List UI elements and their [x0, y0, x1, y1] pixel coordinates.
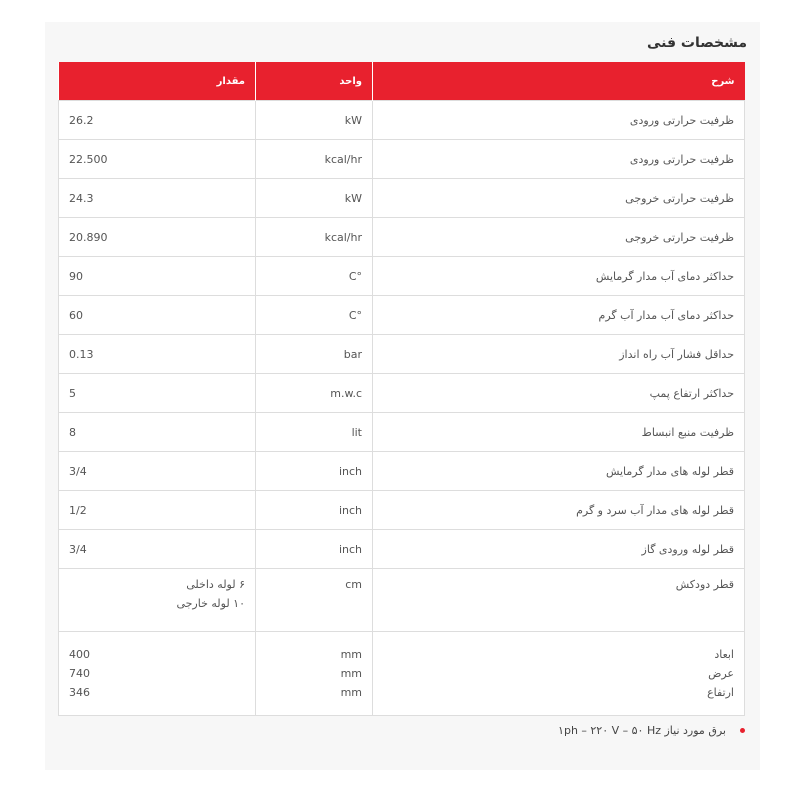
- row-unit: inch: [256, 491, 373, 530]
- row-amount: 26.2: [59, 101, 256, 140]
- row-unit: kcal/hr: [256, 140, 373, 179]
- row-description: حداکثر دمای آب مدار آب گرم: [373, 296, 745, 335]
- row-description: حداکثر دمای آب مدار گرمایش: [373, 257, 745, 296]
- row-amount: 1/2: [59, 491, 256, 530]
- row-unit: inch: [256, 530, 373, 569]
- table-row: [59, 257, 745, 296]
- bullet-icon: [740, 728, 745, 733]
- row-amount: 3/4: [59, 452, 256, 491]
- row-amount: 5: [59, 374, 256, 413]
- row-unit: °C: [256, 296, 373, 335]
- dimension-unit: mm: [340, 686, 362, 699]
- row-description: حداقل فشار آب راه انداز: [373, 335, 745, 374]
- page-title: مشخصات فنی: [646, 35, 747, 51]
- row-amount: 20.890: [59, 218, 256, 257]
- table-row: [59, 491, 745, 530]
- table-row: [59, 335, 745, 374]
- table-row: [59, 101, 745, 140]
- row-description: ظرفیت حرارتی ورودی: [373, 101, 745, 140]
- dimension-value: 740: [69, 667, 90, 680]
- dimension-value: 346: [69, 686, 90, 699]
- row-description: ظرفیت حرارتی خروجی: [373, 218, 745, 257]
- chimney-row: [59, 569, 745, 632]
- table-row: [59, 140, 745, 179]
- table-header-row: [59, 62, 745, 101]
- row-unit: lit: [256, 413, 373, 452]
- row-unit: kcal/hr: [256, 218, 373, 257]
- dimension-value: 400: [69, 648, 90, 661]
- table-row: [59, 413, 745, 452]
- chimney-unit: cm: [256, 569, 373, 632]
- dimension-label: ارتفاع: [707, 686, 734, 699]
- row-description: قطر لوله های مدار گرمایش: [373, 452, 745, 491]
- row-amount: 22.500: [59, 140, 256, 179]
- dimensions-labels: [373, 632, 745, 716]
- dimension-unit: mm: [340, 648, 362, 661]
- row-amount: 0.13: [59, 335, 256, 374]
- chimney-outer: ۱۰ لوله خارجی: [176, 597, 245, 610]
- row-description: ظرفیت منبع انبساط: [373, 413, 745, 452]
- row-amount: 90: [59, 257, 256, 296]
- dimension-label: عرض: [708, 667, 734, 680]
- row-description: ظرفیت حرارتی ورودی: [373, 140, 745, 179]
- row-unit: °C: [256, 257, 373, 296]
- row-unit: m.w.c: [256, 374, 373, 413]
- table-row: [59, 179, 745, 218]
- dimensions-units: [256, 632, 373, 716]
- dimensions-row: [59, 632, 745, 716]
- chimney-inner: ۶ لوله داخلی: [186, 578, 245, 591]
- row-unit: kW: [256, 179, 373, 218]
- column-description: شرح: [373, 62, 745, 101]
- row-description: قطر لوله های مدار آب سرد و گرم: [373, 491, 745, 530]
- table-row: [59, 374, 745, 413]
- chimney-amount: [59, 569, 256, 632]
- spec-table: [58, 62, 745, 716]
- table-row: [59, 296, 745, 335]
- table-row: [59, 218, 745, 257]
- row-description: ظرفیت حرارتی خروجی: [373, 179, 745, 218]
- dimension-unit: mm: [340, 667, 362, 680]
- row-description: حداکثر ارتفاع پمپ: [373, 374, 745, 413]
- power-note-text: برق مورد نیاز ۱ph – ۲۲۰ V – ۵۰ Hz: [558, 724, 726, 737]
- power-note: [558, 724, 745, 737]
- chimney-description: قطر دودکش: [373, 569, 745, 632]
- row-description: قطر لوله ورودی گاز: [373, 530, 745, 569]
- row-amount: 8: [59, 413, 256, 452]
- row-unit: bar: [256, 335, 373, 374]
- row-amount: 3/4: [59, 530, 256, 569]
- row-unit: kW: [256, 101, 373, 140]
- dimension-label: ابعاد: [714, 648, 734, 661]
- column-unit: واحد: [256, 62, 373, 101]
- row-unit: inch: [256, 452, 373, 491]
- dimensions-values: [59, 632, 256, 716]
- row-amount: 60: [59, 296, 256, 335]
- table-row: [59, 452, 745, 491]
- row-amount: 24.3: [59, 179, 256, 218]
- column-amount: مقدار: [59, 62, 256, 101]
- table-row: [59, 530, 745, 569]
